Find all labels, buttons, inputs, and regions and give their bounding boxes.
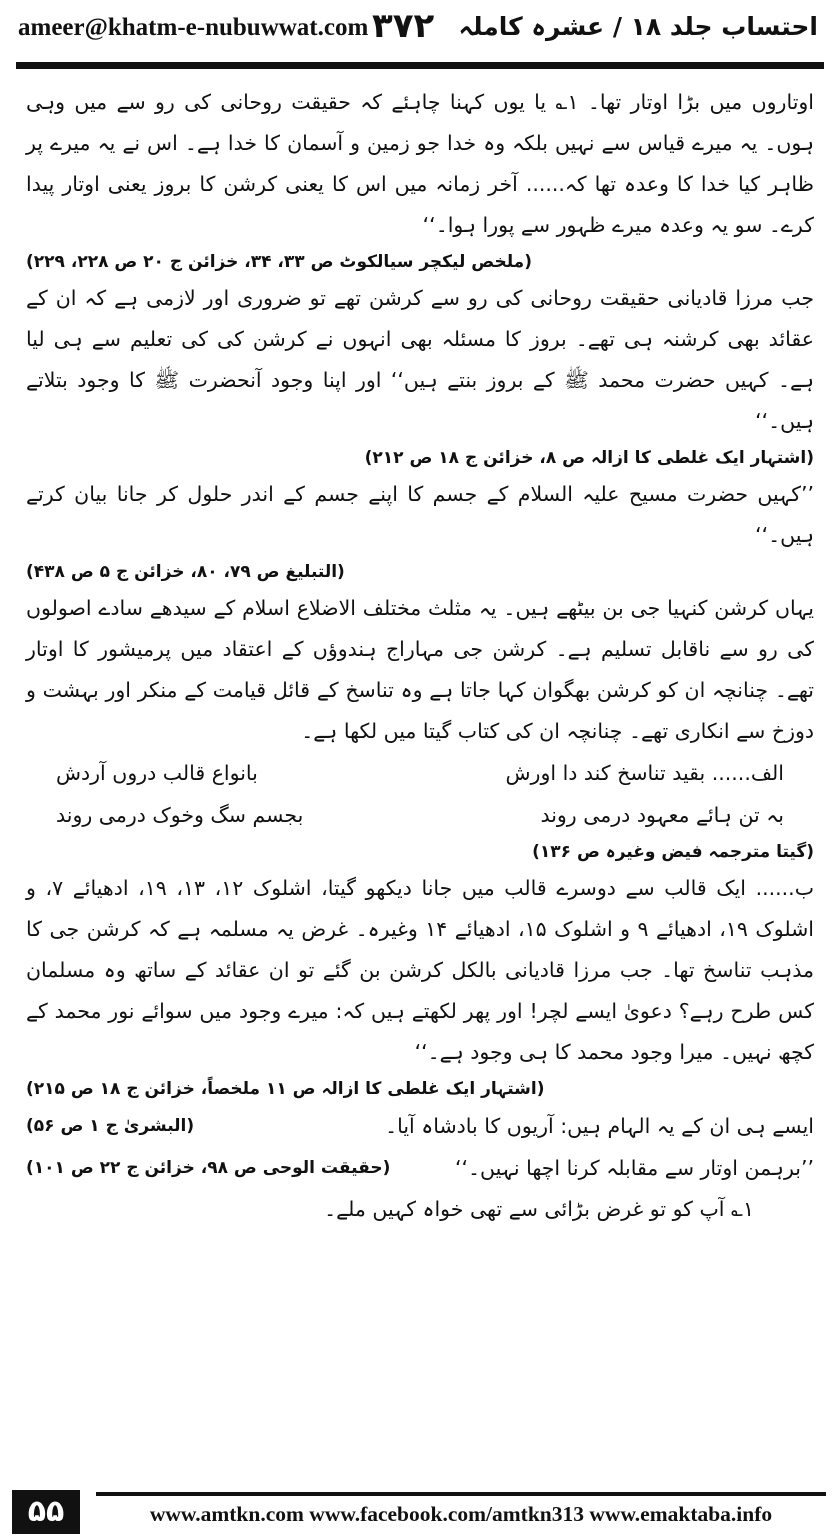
reference-1: (ملخص لیکچر سیالکوٹ ص ۳۳، ۳۴، خزائن ج ۲۰ ص ۲۲۸، ۲۲۹) bbox=[26, 252, 532, 272]
paragraph-4: یہاں کرشن کنہیا جی بن بیٹھے ہیں۔ یہ مثلث مختلف الاضلاع اسلام کے سیدھے سادے اصولوں کی رو سے ناقابل تسلیم ہے۔ کرشن جی مہاراج ہندوؤں کے اعتقاد میں پرمیشور کا اوتار تھے۔ چنانچہ ان کو کرشن بھگوان کہا جاتا ہے وہ تناسخ کے قائل قیامت کے منکر اور بہشت و دوزخ سے انکاری تھے۔ چنانچہ ان کی کتاب گیتا میں لکھا ہے۔ bbox=[26, 596, 814, 743]
paragraph-5: ب...... ایک قالب سے دوسرے قالب میں جانا دیکھو گیتا، اشلوک ۱۲، ۱۳، ۱۹، ادھیائے ۷، و اشلوک ۱۹، ادھیائے ۹ و اشلوک ۱۵، ادھیائے ۱۴ وغیرہ۔ غرض یہ مسلمہ ہے کہ کرشن جی کا مذہب تناسخ تھا۔ جب مرزا قادیانی بالکل کرشن بن گئے تو ان عقائد کے ساتھ وہ مسلمان کس طرح رہے؟ دعویٰ ایسے لچر! اور پھر لکھتے ہیں کہ: میرے وجود میں سوائے نور محمد کے کچھ نہیں۔ میرا وجود محمد کا ہی وجود ہے۔‘‘ bbox=[26, 876, 815, 1064]
verse-row-b bbox=[26, 794, 814, 836]
page-header bbox=[0, 0, 840, 72]
verse-a-right: الف...... بقید تناسخ کند دا اورش bbox=[505, 761, 784, 785]
header-divider bbox=[16, 62, 824, 69]
paragraph-6-row bbox=[26, 1105, 814, 1147]
paragraph-2: جب مرزا قادیانی حقیقت روحانی کی رو سے کرشن تھے تو ضروری اور لازمی ہے کہ ان کے عقائد بھی کرشنہ ہی تھے۔ بروز کا مسئلہ بھی انہوں نے کرشن کی کی تعلیم سے ہی لیا ہے۔ کہیں حضرت محمد ﷺ کے بروز بنتے ہیں‘‘ اور اپنا وجود آنحضرت ﷺ کا وجود بتلاتے ہیں۔‘‘ bbox=[26, 286, 814, 433]
verse-b-right: بہ تن ہائے معہود درمی روند bbox=[540, 803, 784, 827]
verse-b-left: بجسم سگ وخوک درمی روند bbox=[56, 803, 304, 827]
reference-3: (التبلیغ ص ۷۹، ۸۰، خزائن ج ۵ ص ۴۳۸) bbox=[26, 562, 345, 582]
reference-5: (اشتہار ایک غلطی کا ازالہ ص ۱۱ ملخصاً، خزائن ج ۱۸ ص ۲۱۵) bbox=[26, 1079, 545, 1099]
reference-4: (گیتا مترجمہ فیض وغیرہ ص ۱۳۶) bbox=[532, 842, 814, 862]
footnote: ۱؎ آپ کو تو غرض بڑائی سے تھی خواہ کہیں ملے۔ bbox=[324, 1197, 754, 1221]
page-footer bbox=[0, 1482, 840, 1540]
footer-links[interactable]: www.amtkn.com www.facebook.com/amtkn313 www.emaktaba.info bbox=[149, 1502, 773, 1526]
reference-7: (حقیقت الوحی ص ۹۸، خزائن ج ۲۲ ص ۱۰۱) bbox=[26, 1158, 391, 1178]
reference-6: (البشریٰ ج ۱ ص ۵۶) bbox=[26, 1116, 195, 1136]
verse-a-left: بانواع قالب دروں آردش bbox=[56, 761, 258, 785]
paragraph-6: ایسے ہی ان کے یہ الہام ہیں: آریوں کا بادشاہ آیا۔ bbox=[385, 1114, 814, 1138]
header-email: ameer@khatm-e-nubuwwat.com bbox=[18, 14, 369, 41]
header-book-title: احتساب جلد ۱۸ / عشرہ کاملہ bbox=[458, 12, 818, 41]
paragraph-7-row bbox=[26, 1147, 814, 1189]
header-page-number: ۳۷۲ bbox=[372, 6, 435, 46]
paragraph-7: ’’برہمن اوتار سے مقابلہ کرنا اچھا نہیں۔‘‘ bbox=[455, 1156, 814, 1180]
paragraph-3: ’’کہیں حضرت مسیح علیہ السلام کے جسم کا اپنے جسم کے اندر حلول کر جانا بیان کرتے ہیں۔‘‘ bbox=[26, 482, 814, 547]
verse-row-a bbox=[26, 752, 814, 794]
page-body bbox=[26, 82, 814, 1230]
reference-2: (اشتہار ایک غلطی کا ازالہ ص ۸، خزائن ج ۱۸ ص ۲۱۲) bbox=[364, 448, 814, 468]
footer-page-number: ۵۵ bbox=[12, 1490, 80, 1534]
footer-divider bbox=[96, 1492, 826, 1496]
paragraph-1: اوتاروں میں بڑا اوتار تھا۔ ۱؎ یا یوں کہنا چاہئے کہ حقیقت روحانی کی رو سے میں وہی ہوں۔ یہ میرے قیاس سے نہیں بلکہ وہ خدا جو زمین و آسمان کا خدا ہے۔ اس نے یہ میرے پر ظاہر کیا خدا کا وعدہ تھا کہ...... آخر زمانہ میں اس کا یعنی کرشن کا بروز یعنی اوتار پیدا کرے۔ سو یہ وعدہ میرے ظہور سے پورا ہوا۔‘‘ bbox=[26, 90, 814, 237]
